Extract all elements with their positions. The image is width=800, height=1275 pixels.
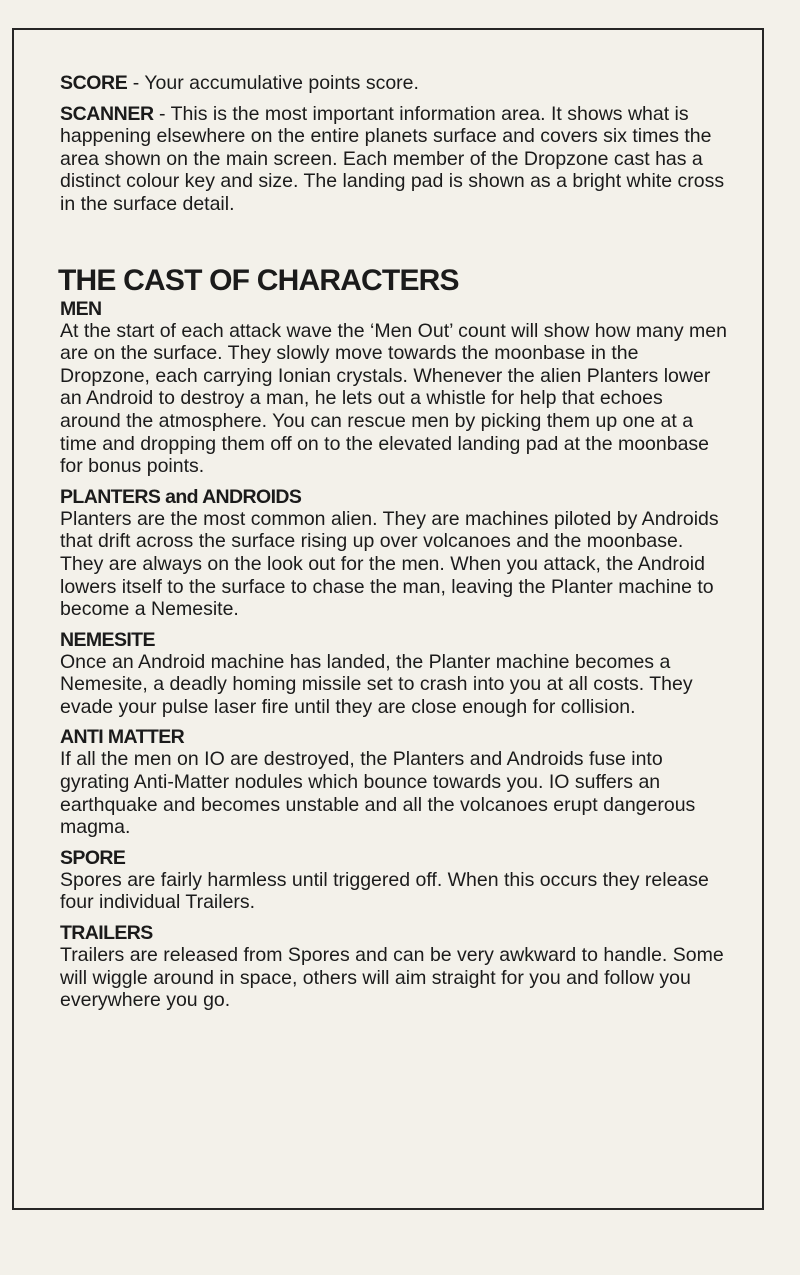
cast-entry-planters-androids xyxy=(60,486,728,621)
cast-description: Once an Android machine has landed, the Planter machine becomes a Nemesite, a deadly homing missile set to crash into you at all costs. They evade your pulse laser fire until they are close enough for collision. xyxy=(60,650,693,718)
cast-description: Spores are fairly harmless until triggered off. When this occurs they release four individual Trailers. xyxy=(60,868,709,914)
cast-list xyxy=(60,298,728,1012)
cast-title: SPORE xyxy=(60,846,126,869)
cast-description: At the start of each attack wave the ‘Men Out’ count will show how many men are on the surface. They slowly move towards the moonbase in the Dropzone, each carrying Ionian crystals. Whenever the alien Planters lower an Android to destroy a man, he lets out a whistle for help that echoes around the atmosphere. You can rescue men by picking them up one at a time and dropping them off on to the elevated landing pad at the moonbase for bonus points. xyxy=(60,319,727,478)
scanner-paragraph xyxy=(60,103,728,216)
cast-entry-anti-matter xyxy=(60,726,728,838)
cast-description: Planters are the most common alien. They are machines piloted by Androids that drift across the surface rising up over volcanoes and the moonbase. They are always on the look out for the men. When you attack, the Android lowers itself to the surface to chase the man, leaving the Planter machine to become a Nemesite. xyxy=(60,507,719,621)
scanner-title: SCANNER xyxy=(60,102,154,125)
score-paragraph xyxy=(60,72,728,95)
cast-heading: THE CAST OF CHARACTERS xyxy=(58,263,459,297)
cast-entry-men xyxy=(60,298,728,478)
cast-title: PLANTERS and ANDROIDS xyxy=(60,485,302,508)
cast-title: ANTI MATTER xyxy=(60,726,185,749)
cast-title: NEMESITE xyxy=(60,628,155,651)
page-content xyxy=(60,72,728,1020)
cast-description: If all the men on IO are destroyed, the Planters and Androids fuse into gyrating Anti-Matter nodules which bounce towards you. IO suffers an earthquake and becomes unstable and all the volcanoes erupt dangerous magma. xyxy=(60,748,696,839)
score-text: - Your accumulative points score. xyxy=(127,72,419,94)
cast-entry-spore xyxy=(60,847,728,914)
cast-description: Trailers are released from Spores and can be very awkward to handle. Some will wiggle around in space, others will aim straight for you and follow you everywhere you go. xyxy=(60,944,724,1012)
score-title: SCORE xyxy=(60,72,128,94)
cast-entry-trailers xyxy=(60,922,728,1012)
cast-entry-nemesite xyxy=(60,629,728,719)
cast-title: TRAILERS xyxy=(60,922,153,945)
scanner-text: - This is the most important information area. It shows what is happening elsewhere on the entire planets surface and covers six times the area shown on the main screen. Each member of the Dropzone cast has a distinct colour key and size. The landing pad is shown as a bright white cross in the surface detail. xyxy=(60,102,725,215)
cast-title: MEN xyxy=(60,297,102,320)
